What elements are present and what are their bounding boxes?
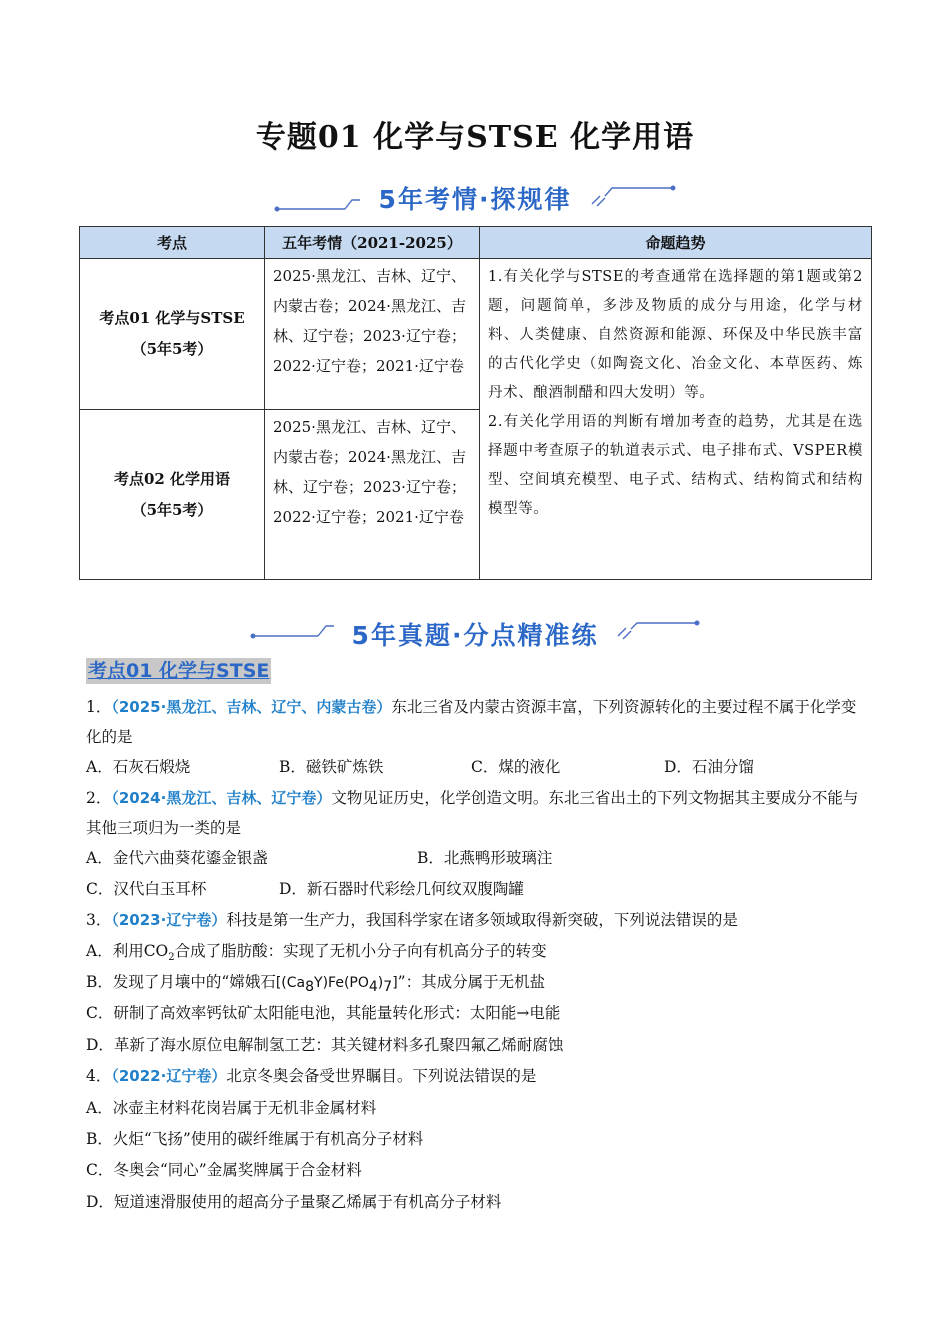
option-b: B．磁铁矿炼铁 — [279, 758, 384, 776]
kaodian-cell — [80, 410, 265, 580]
kaodian-title: 考点02 化学用语 — [113, 469, 231, 488]
trend-paragraph-2: 2.有关化学用语的判断有增加考查的趋势，尤其是在选择题中考查原子的轨道表示式、电子排布式、VSPER模型、空间填充模型、电子式、结构式、结构简式和结构模型等。 — [488, 414, 863, 517]
years-cell: 2025·黑龙江、吉林、辽宁、内蒙古卷；2024·黑龙江、吉林、辽宁卷；2023·辽宁卷；2022·辽宁卷；2021·辽宁卷 — [265, 259, 480, 410]
question-number: 3． — [86, 911, 112, 929]
question-4 — [86, 1061, 866, 1091]
option-c: C．冬奥会“同心”金属奖牌属于合金材料 — [86, 1161, 362, 1179]
option-a-text-2: 合成了脂肪酸：实现了无机小分子向有机高分子的转变 — [174, 942, 547, 960]
subscript: 7 — [383, 979, 393, 996]
option-d: D．短道速滑服使用的超高分子量聚乙烯属于有机高分子材料 — [86, 1193, 502, 1211]
question-stem: 文物见证历史，化学创造文明。东北三省出土的下列文物据其主要成分不能与其他三项归为一类的是 — [86, 789, 859, 837]
option-d: D．石油分馏 — [664, 758, 754, 776]
question-stem: 北京冬奥会备受世界瞩目。下列说法错误的是 — [226, 1067, 537, 1085]
kaodian-title: 考点01 化学与STSE — [99, 309, 245, 327]
option-a: A．石灰石煅烧 — [86, 758, 191, 776]
trend-paragraph-1: 1.有关化学与STSE的考查通常在选择题的第1题或第2题，问题简单，多涉及物质的成分与用途，化学与材料、人类健康、自然资源和能源、环保及中华民族丰富的古代化学史（如陶瓷文化、冶金文化、本草医药、炼丹术、酿酒制醋和四大发明）等。 — [488, 269, 863, 401]
overview-table — [79, 226, 872, 580]
option-c: C．研制了高效率钙钛矿太阳能电池，其能量转化形式：太阳能→电能 — [86, 1004, 561, 1022]
kaodian-count: （5年5考） — [131, 340, 213, 358]
banner-exam-overview-text: 5年考情·探规律 — [378, 185, 572, 214]
subscript: 2 — [168, 952, 175, 964]
formula-part: ] — [392, 975, 398, 991]
document-title: 专题01 化学与STSE 化学用语 — [255, 120, 695, 155]
question-number: 4． — [86, 1067, 112, 1085]
formula-part: ) — [377, 975, 384, 991]
question-number: 1． — [86, 698, 112, 716]
question-stem: 东北三省及内蒙古资源丰富，下列资源转化的主要过程不属于化学变化的是 — [86, 698, 857, 746]
option-d: D．革新了海水原位电解制氢工艺：其关键材料多孔聚四氟乙烯耐腐蚀 — [86, 1036, 564, 1054]
option-c: C．汉代白玉耳杯 — [86, 880, 207, 898]
question-source: （2023·辽宁卷） — [111, 911, 227, 929]
banner-practice-text: 5年真题·分点精准练 — [351, 621, 599, 650]
kaodian-cell — [80, 259, 265, 410]
kaodian-count: （5年5考） — [131, 500, 213, 519]
formula-part: [(Ca — [275, 975, 306, 991]
table-header-row — [80, 227, 872, 259]
option-a: A．冰壶主材料花岗岩属于无机非金属材料 — [86, 1099, 377, 1117]
question-1 — [86, 692, 866, 752]
option-a-text: A．利用CO — [86, 942, 169, 960]
question-3 — [86, 905, 866, 935]
option-b-text: B．发现了月壤中的“嫦娥石 — [86, 973, 276, 991]
question-source: （2024·黑龙江、吉林、辽宁卷） — [111, 789, 332, 807]
question-2 — [86, 783, 866, 843]
option-b-text-2: ”：其成分属于无机盐 — [397, 973, 546, 991]
subscript: 8 — [305, 979, 315, 996]
question-stem: 科技是第一生产力，我国科学家在诸多领域取得新突破，下列说法错误的是 — [226, 911, 738, 929]
option-a: A．金代六曲葵花鎏金银盏 — [86, 849, 268, 867]
banner-practice — [0, 612, 950, 652]
header-trend: 命题趋势 — [480, 227, 872, 259]
question-number: 2． — [86, 789, 112, 807]
formula-part: Y)Fe(PO — [314, 975, 369, 991]
section-heading: 考点01 化学与STSE — [88, 660, 270, 682]
question-source: （2025·黑龙江、吉林、辽宁、内蒙古卷） — [111, 698, 392, 716]
trend-cell — [480, 259, 872, 580]
table-row — [80, 259, 872, 410]
years-cell: 2025·黑龙江、吉林、辽宁、内蒙古卷；2024·黑龙江、吉林、辽宁卷；2023·辽宁卷；2022·辽宁卷；2021·辽宁卷 — [265, 410, 480, 580]
option-b — [86, 967, 545, 1002]
option-c: C．煤的液化 — [471, 758, 561, 776]
option-b: B．北燕鸭形玻璃注 — [417, 849, 553, 867]
header-five-years: 五年考情（2021-2025） — [265, 227, 480, 259]
option-b: B．火炬“飞扬”使用的碳纤维属于有机高分子材料 — [86, 1130, 424, 1148]
question-source: （2022·辽宁卷） — [111, 1067, 227, 1085]
option-d: D．新石器时代彩绘几何纹双腹陶罐 — [279, 880, 524, 898]
header-kaodian: 考点 — [80, 227, 265, 259]
subscript: 4 — [368, 979, 378, 996]
banner-exam-overview — [0, 176, 950, 216]
